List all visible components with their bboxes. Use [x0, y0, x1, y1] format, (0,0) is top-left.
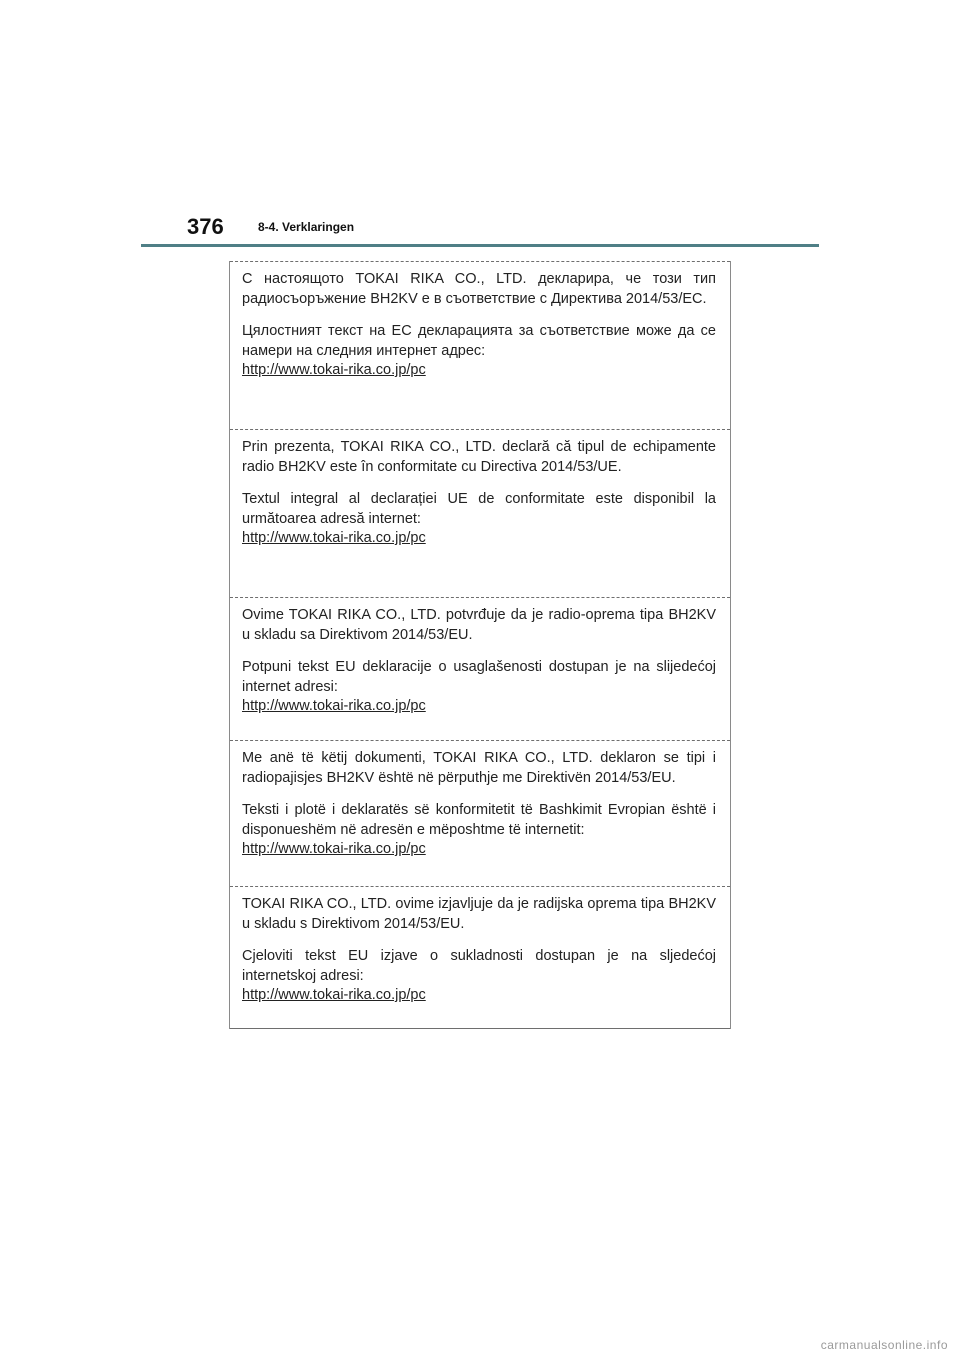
- page-number: 376: [187, 214, 224, 239]
- declaration-cell-albanian: [230, 740, 730, 886]
- declaration-url-link[interactable]: http://www.tokai-rika.co.jp/pc: [242, 841, 426, 857]
- declaration-cell-bulgarian: [230, 261, 730, 429]
- declaration-statement: Me anë të këtij dokumenti, TOKAI RIKA CO., LTD. deklaron se tipi i radiopajisjes BH2KV është në përputhje me Direktivën 2014/53/EU.: [242, 750, 716, 786]
- declaration-url-link[interactable]: http://www.tokai-rika.co.jp/pc: [242, 987, 426, 1003]
- declaration-cell-romanian: [230, 429, 730, 597]
- declaration-availability: Teksti i plotë i deklaratës së konformitetit të Bashkimit Evropian është i disponueshëm në adresën e mëposhtme të internetit:: [242, 802, 716, 838]
- declaration-table: [229, 261, 731, 1029]
- declaration-statement: Ovime TOKAI RIKA CO., LTD. potvrđuje da je radio-oprema tipa BH2KV u skladu sa Direktivom 2014/53/EU.: [242, 607, 716, 643]
- declaration-availability: Potpuni tekst EU deklaracije o usaglašenosti dostupan je na slijedećoj internet adresi:: [242, 659, 716, 695]
- declaration-availability: Цялостният текст на ЕС декларацията за съответствие може да се намери на следния интернет адрес:: [242, 323, 716, 359]
- section-title: 8-4. Verklaringen: [258, 220, 355, 234]
- declaration-statement: Prin prezenta, TOKAI RIKA CO., LTD. declară că tipul de echipamente radio BH2KV este în conformitate cu Directiva 2014/53/UE.: [242, 439, 716, 475]
- declaration-url-link[interactable]: http://www.tokai-rika.co.jp/pc: [242, 530, 426, 546]
- declaration-availability: Cjeloviti tekst EU izjave o sukladnosti dostupan je na sljedećoj internetskoj adresi:: [242, 948, 716, 984]
- header-divider: [141, 244, 819, 247]
- declaration-url-link[interactable]: http://www.tokai-rika.co.jp/pc: [242, 698, 426, 714]
- declaration-statement: TOKAI RIKA CO., LTD. ovime izjavljuje da je radijska oprema tipa BH2KV u skladu s Direktivom 2014/53/EU.: [242, 896, 716, 932]
- declaration-cell-bosnian: [230, 597, 730, 740]
- declaration-statement: С настоящото TOKAI RIKA CO., LTD. декларира, че този тип радиосъоръжение BH2KV е в съответствие с Директива 2014/53/ЕС.: [242, 271, 716, 307]
- declaration-url-link[interactable]: http://www.tokai-rika.co.jp/pc: [242, 362, 426, 378]
- site-watermark: carmanualsonline.info: [820, 1338, 948, 1352]
- declaration-availability: Textul integral al declarației UE de conformitate este disponibil la următoarea adresă internet:: [242, 491, 716, 527]
- declaration-cell-croatian: [230, 886, 730, 1029]
